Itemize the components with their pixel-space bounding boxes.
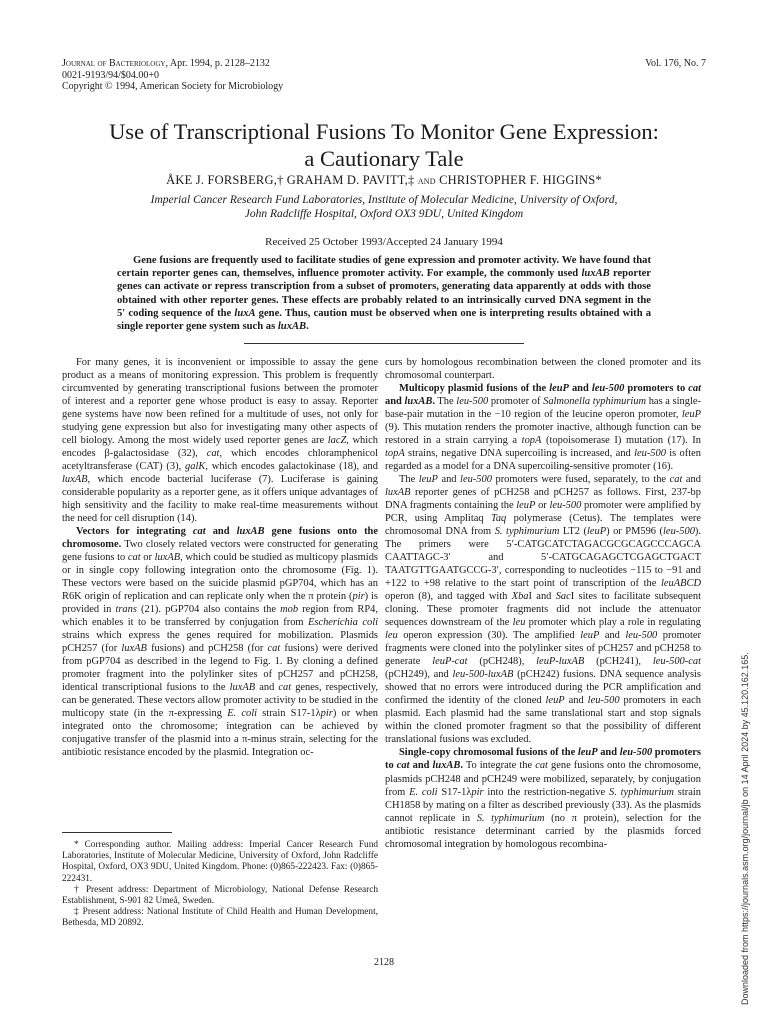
authors-first: ÅKE J. FORSBERG,† GRAHAM D. PAVITT,‡ (166, 173, 418, 187)
authors-last: CHRISTOPHER F. HIGGINS* (435, 173, 602, 187)
footnote: † Present address: Department of Microbiology, National Defense Research Establishment, S-901 82 Umeå, Sweden. (62, 884, 378, 907)
page-number: 2128 (374, 957, 394, 968)
paragraph: Vectors for integrating cat and luxAB gene fusions onto the chromosome. Two closely related vectors were constructed for generating gene fusions to cat or luxAB, which could be studied as multicopy plasmids or in single copy following integration onto the chromosome (Fig. 1). These vectors were based on the suicide plasmid pGP704, which has an R6K origin of replication and can replicate only when the π protein (pir) is provided in trans (21). pGP704 also contains the mob region from RP4, which enables it to be transferred by conjugation from Escherichia coli strains which express the genes required for mobilization. Plasmids pCH257 (for luxAB fusions) and pCH258 (for cat fusions) were derived from pGP704 as described in the legend to Fig. 1. By cloning a defined promoter fragment into the polylinker sites of pCH257 and pCH258, identical transcriptional fusions to the luxAB and cat genes, respectively, can be generated. These vectors allow promoter activity to be studied in the multicopy state (in the π-expressing E. coli strain S17-1λpir) or when integrated onto the chromosome; integration can be achieved by conjugative transfer of the plasmid into a π-minus strain, selecting for the antibiotic resistance encoded by the plasmid. Integration oc- (62, 526, 379, 759)
paragraph: Multicopy plasmid fusions of the leuP and leu-500 promoters to cat and luxAB. The leu-500 promoter of Salmonella typhimurium has a single-base-pair mutation in the −10 region of the leucine operon promoter, leuP (9). This mutation renders the promoter inactive, although function can be restored in a strain carrying a topA (topoisomerase I) mutation (17). In topA strains, negative DNA supercoiling is increased, and leu-500 is often regarded as a model for a DNA supercoiling-sensitive promoter (16). (385, 383, 701, 473)
title-line-1: Use of Transcriptional Fusions To Monitor Gene Expression: (109, 119, 659, 144)
authors-and: and (417, 175, 436, 187)
body-column-left (62, 356, 378, 759)
download-watermark: Downloaded from https://journals.asm.org/journal/jb on 14 April 2024 by 45.120.162.165. (740, 652, 750, 1005)
issn: 0021-9193/94/$04.00+0 (62, 69, 160, 81)
issue-date-pages: , Apr. 1994, p. 2128–2132 (165, 58, 270, 69)
paragraph: For many genes, it is inconvenient or impossible to assay the gene product as a means of monitoring expression. This problem is frequently circumvented by generating transcriptional fusions between the promoter of interest and a reporter gene whose product is easy to assay. Reporter gene systems have now been refined for a multitude of uses, not only for studying gene expression but also for investigating many other aspects of cell biology. Among the most widely used reporter genes are lacZ, which encodes β-galactosidase (32), cat, which encodes chloramphenicol acetyltransferase (CAT) (3), galK, which encodes galactokinase (18), and luxAB, which encode bacterial luciferase (7). Luciferase is gaining considerable popularity as a reporter gene, as it offers unique advantages of high sensitivity and the facility to make real-time measurements without the need for cell disruption (14). (62, 357, 378, 525)
author-list (62, 173, 706, 188)
footnote: ‡ Present address: National Institute of Child Health and Human Development, Bethesda, MD 20892. (62, 907, 378, 929)
volume-issue: Vol. 176, No. 7 (645, 58, 706, 69)
article-title (62, 118, 706, 172)
paragraph: The leuP and leu-500 promoters were fused, separately, to the cat and luxAB reporter genes of pCH258 and pCH257 as follows. First, 237-bp DNA fragments containing the leuP or leu-500 promoter were amplified by PCR, using Amplitaq Taq polymerase (Cetus). The templates were chromosomal DNA from S. typhimurium LT2 (leuP) or PM596 (leu-500). The primers were 5′-CATGCATCTAGACGCGCAGCCCAGCA CAATTAGC-3′ and 5′-CATGCAGAGCTCGAGCTGACT TAATGTTGAATGCCG-3′, corresponding to nucleotides −115 to −91 and +122 to +98 relative to the start point of transcription of the leuABCD operon (8), and tagged with XbaI and SacI sites to facilitate subsequent cloning. These promoter fragments did not include the attenuator sequences downstream of the leu promoter which play a role in regulating leu operon expression (30). The amplified leuP and leu-500 promoter fragments were cloned into the polylinker sites of pCH257 and pCH258 to generate leuP-cat (pCH248), leuP-luxAB (pCH241), leu-500-cat (pCH249), and leu-500-luxAB (pCH242) fusions. DNA sequence analysis showed that no errors were introduced during the PCR amplification and confirmed the identity of the cloned leuP and leu-500 promoters in each plasmid. Each plasmid had the same translational start and stop signals within the cloned promoter fragment so that the possibility of different translational fusions was excluded. (385, 474, 702, 746)
abstract-divider (244, 343, 524, 344)
affiliation-line-2: John Radcliffe Hospital, Oxford OX3 9DU, United Kingdom (244, 208, 524, 220)
affiliation-line-1: Imperial Cancer Research Fund Laboratories, Institute of Molecular Medicine, University of Oxford, (150, 194, 618, 206)
received-dates: Received 25 October 1993/Accepted 24 January 1994 (265, 236, 503, 248)
title-line-2: a Cautionary Tale (304, 146, 464, 171)
abstract: Gene fusions are frequently used to facilitate studies of gene expression and promoter activity. We have found that certain reporter genes can, themselves, influence promoter activity. For example, the commonly used luxAB reporter genes can activate or repress transcription from a subset of promoters, generating data apparently at odds with those obtained with other reporter genes. These effects are probably related to an intrinsically curved DNA segment in the 5′ coding sequence of the luxA gene. Thus, caution must be observed when one is interpreting results obtained with a single reporter gene system such as luxAB. (117, 255, 652, 333)
paragraph: curs by homologous recombination between the cloned promoter and its chromosomal counterpart. (385, 357, 701, 382)
footnote-divider (62, 832, 172, 833)
footnote: * Corresponding author. Mailing address: Imperial Cancer Research Fund Laboratories, Institute of Molecular Medicine, University of Oxford, John Radcliffe Hospital, Oxford, OX3 9DU, United Kingdom. Phone: (0)865-222423. Fax: (0)865-222431. (62, 840, 378, 884)
journal-header (62, 58, 283, 93)
copyright: Copyright © 1994, American Society for Microbiology (62, 81, 284, 92)
affiliation (62, 193, 706, 221)
footnotes (62, 840, 378, 930)
paragraph: Single-copy chromosomal fusions of the leuP and leu-500 promoters to cat and luxAB. To integrate the cat gene fusions onto the chromosome, plasmids pCH248 and pCH249 were mobilized, separately, by conjugation from E. coli S17-1λpir into the restriction-negative S. typhimurium strain CH1858 by mating on a filter as described previously (33). As the plasmids cannot replicate in S. typhimurium (no π protein), selection for the antibiotic resistance determinant carried by the plasmids forced chromosomal integration by homologous recombina- (385, 747, 701, 850)
body-column-right (385, 356, 701, 851)
journal-name: Journal of Bacteriology (62, 58, 166, 69)
